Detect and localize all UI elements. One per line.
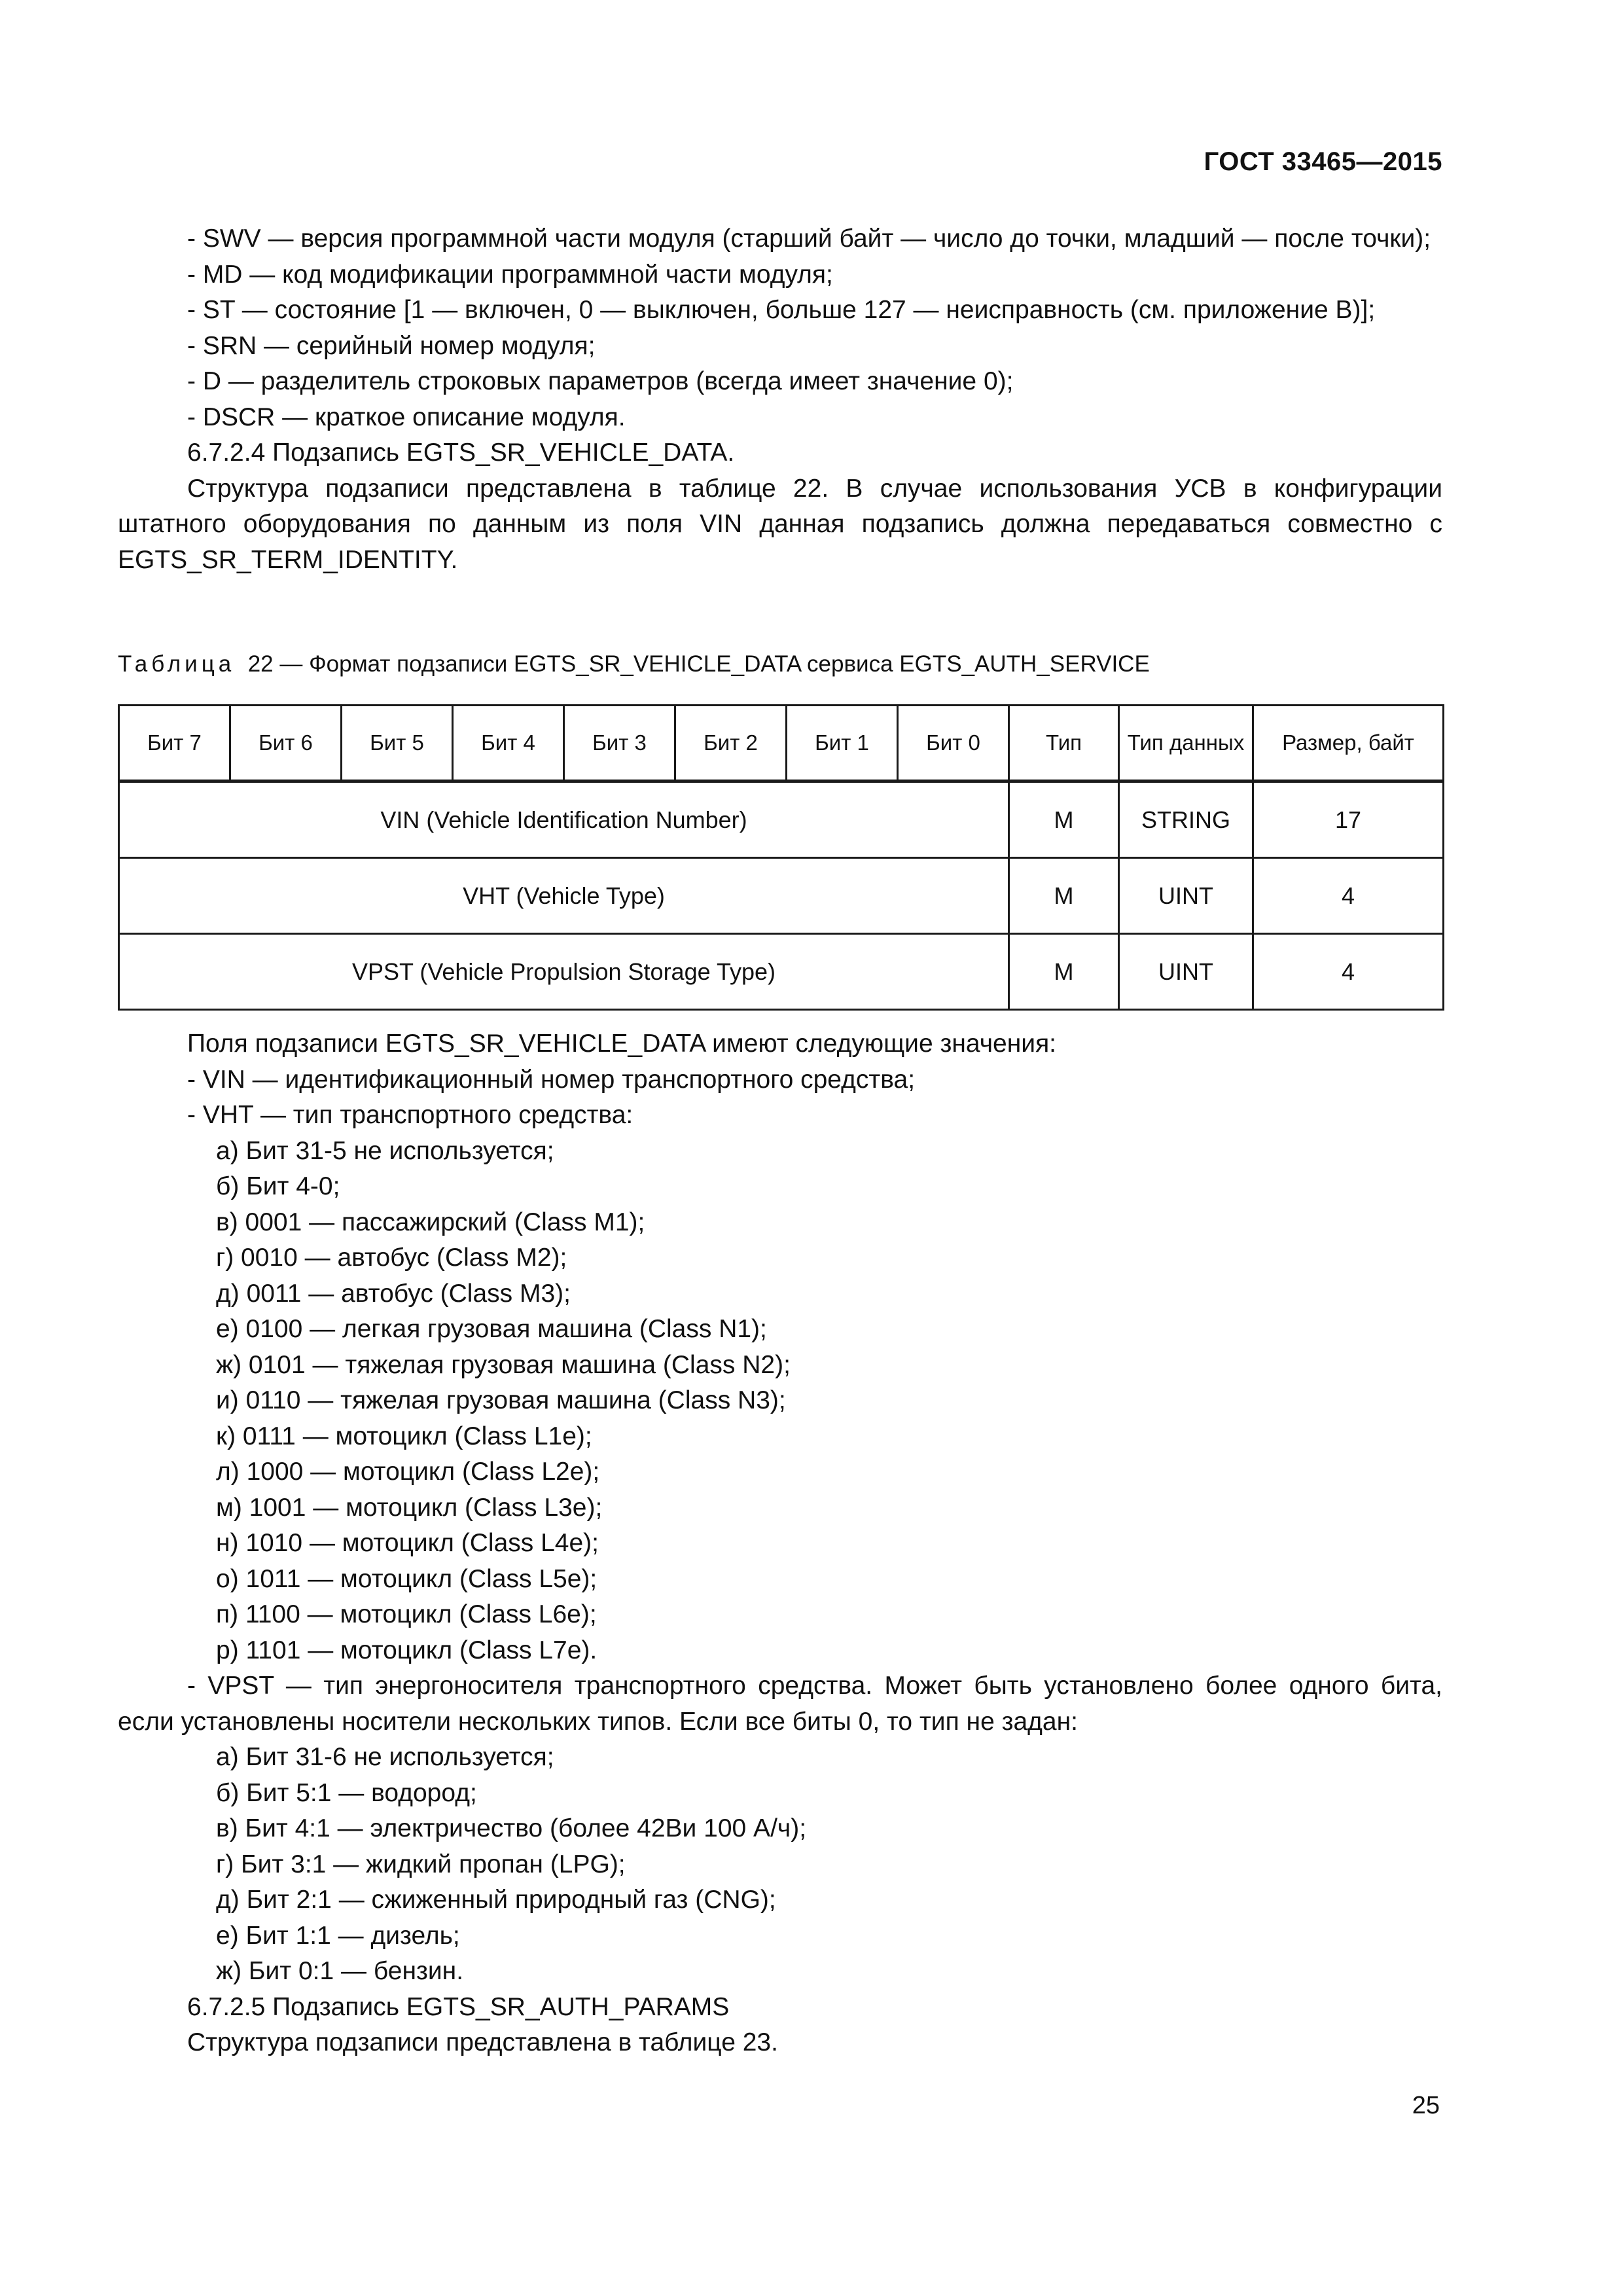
list-item: а) Бит 31-5 не используется; xyxy=(216,1136,554,1165)
list-item: п) 1100 — мотоцикл (Class L6e); xyxy=(216,1600,597,1628)
document-standard-id: ГОСТ 33465—2015 xyxy=(1204,147,1442,176)
list-item: в) Бит 4:1 — электричество (более 42Ви 100 А/ч); xyxy=(216,1814,807,1842)
list-item: ж) 0101 — тяжелая грузовая машина (Class N2); xyxy=(216,1350,791,1379)
table-caption-title: 22 — Формат подзаписи EGTS_SR_VEHICLE_DATA сервиса EGTS_AUTH_SERVICE xyxy=(247,651,1150,677)
list-item: г) 0010 — автобус (Class M2); xyxy=(216,1244,567,1272)
table-row xyxy=(119,934,1444,1010)
text-paragraph: - VPST — тип энергоносителя транспортного средства. Может быть установлено более одного бита, если установлены носители нескольких типов. Если все биты 0, то тип не задан: xyxy=(118,1672,1442,1736)
header-bit5: Бит 5 xyxy=(342,706,453,781)
size-cell: 4 xyxy=(1253,858,1444,934)
text-paragraph: Поля подзаписи EGTS_SR_VEHICLE_DATA имеют следующие значения: xyxy=(187,1030,1057,1058)
top-text-block xyxy=(118,221,1442,578)
list-item: м) 1001 — мотоцикл (Class L3e); xyxy=(216,1493,603,1522)
header-bit0: Бит 0 xyxy=(898,706,1009,781)
text-paragraph: - SWV — версия программной части модуля (старший байт — число до точки, младший — после точки); xyxy=(187,224,1431,253)
list-item: д) Бит 2:1 — сжиженный природный газ (CNG); xyxy=(216,1886,776,1914)
text-paragraph: - D — разделитель строковых параметров (всегда имеет значение 0); xyxy=(187,367,1014,395)
type-cell: M xyxy=(1009,858,1119,934)
header-size: Размер, байт xyxy=(1253,706,1444,781)
size-cell: 17 xyxy=(1253,781,1444,858)
list-item: л) 1000 — мотоцикл (Class L2e); xyxy=(216,1458,600,1486)
text-paragraph: 6.7.2.4 Подзапись EGTS_SR_VEHICLE_DATA. xyxy=(187,439,735,467)
header-bit2: Бит 2 xyxy=(675,706,787,781)
list-item: к) 0111 — мотоцикл (Class L1e); xyxy=(216,1422,592,1450)
text-paragraph: - VHT — тип транспортного средства: xyxy=(187,1101,633,1129)
list-item: д) 0011 — автобус (Class M3); xyxy=(216,1279,571,1308)
text-paragraph: Структура подзаписи представлена в таблице 23. xyxy=(187,2028,778,2056)
data-type-cell: STRING xyxy=(1119,781,1253,858)
text-paragraph: - MD — код модификации программной части модуля; xyxy=(187,260,833,289)
type-cell: M xyxy=(1009,781,1119,858)
table-row xyxy=(119,858,1444,934)
header-type: Тип xyxy=(1009,706,1119,781)
text-paragraph: - ST — состояние [1 — включен, 0 — выключен, больше 127 — неисправность (см. приложение В)]; xyxy=(187,296,1376,324)
text-paragraph: - DSCR — краткое описание модуля. xyxy=(187,403,626,431)
header-bit4: Бит 4 xyxy=(453,706,564,781)
header-bit7: Бит 7 xyxy=(119,706,230,781)
table-caption xyxy=(118,651,1150,677)
list-item: ж) Бит 0:1 — бензин. xyxy=(216,1957,464,1985)
list-item: б) Бит 5:1 — водород; xyxy=(216,1778,477,1807)
list-item: н) 1010 — мотоцикл (Class L4e); xyxy=(216,1529,599,1557)
type-cell: M xyxy=(1009,934,1119,1010)
text-paragraph: 6.7.2.5 Подзапись EGTS_SR_AUTH_PARAMS xyxy=(187,1992,730,2021)
header-bit1: Бит 1 xyxy=(787,706,898,781)
data-type-cell: UINT xyxy=(1119,858,1253,934)
list-item: и) 0110 — тяжелая грузовая машина (Class N3); xyxy=(216,1386,786,1414)
list-item: р) 1101 — мотоцикл (Class L7e). xyxy=(216,1636,597,1664)
table-row xyxy=(119,781,1444,858)
list-item: б) Бит 4-0; xyxy=(216,1172,340,1200)
list-item: а) Бит 31-6 не используется; xyxy=(216,1743,554,1771)
list-item: г) Бит 3:1 — жидкий пропан (LPG); xyxy=(216,1850,626,1878)
field-name-cell: VHT (Vehicle Type) xyxy=(119,858,1009,934)
text-paragraph: - SRN — серийный номер модуля; xyxy=(187,331,596,360)
header-data-type: Тип данных xyxy=(1119,706,1253,781)
list-item: е) 0100 — легкая грузовая машина (Class N1); xyxy=(216,1315,767,1343)
bottom-text-block xyxy=(118,1026,1442,2061)
list-item: в) 0001 — пассажирский (Class M1); xyxy=(216,1208,645,1236)
page-number: 25 xyxy=(1412,2092,1440,2119)
field-name-cell: VPST (Vehicle Propulsion Storage Type) xyxy=(119,934,1009,1010)
header-bit6: Бит 6 xyxy=(230,706,342,781)
list-item: о) 1011 — мотоцикл (Class L5e); xyxy=(216,1564,597,1593)
field-name-cell: VIN (Vehicle Identification Number) xyxy=(119,781,1009,858)
table-caption-word: Таблица xyxy=(118,651,236,677)
size-cell: 4 xyxy=(1253,934,1444,1010)
text-paragraph: - VIN — идентификационный номер транспортного средства; xyxy=(187,1065,916,1094)
table-header-row xyxy=(119,706,1444,781)
data-type-cell: UINT xyxy=(1119,934,1253,1010)
vehicle-data-format-table xyxy=(118,704,1444,1011)
text-paragraph: Структура подзаписи представлена в таблице 22. В случае использования УСВ в конфигурации штатного оборудования по данным из поля VIN данная подзапись должна передаваться совместно с EGTS_SR_TERM_IDENTITY. xyxy=(118,474,1442,574)
list-item: е) Бит 1:1 — дизель; xyxy=(216,1921,460,1950)
header-bit3: Бит 3 xyxy=(564,706,675,781)
